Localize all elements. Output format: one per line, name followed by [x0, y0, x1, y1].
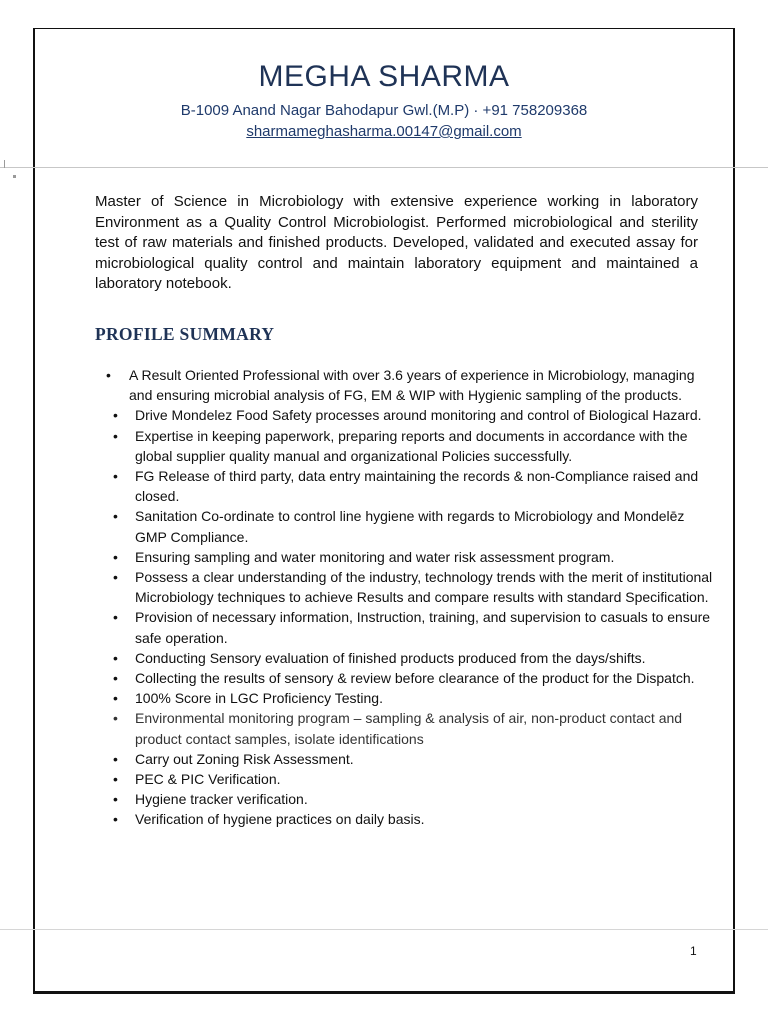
- candidate-name: MEGHA SHARMA: [258, 60, 510, 93]
- list-item: • Environmental monitoring program – sampling & analysis of air, non-product contact and product contact samples, isolate identifications: [0, 708, 717, 748]
- list-item: • Verification of hygiene practices on daily basis.: [0, 809, 717, 829]
- email-link[interactable]: sharmameghasharma.00147@gmail.com: [246, 123, 522, 140]
- list-item: • Carry out Zoning Risk Assessment.: [0, 749, 717, 769]
- ruler-tick: [4, 160, 5, 168]
- list-item: • A Result Oriented Professional with over 3.6 years of experience in Microbiology, managing and ensuring microbial analysis of FG, EM & WIP with Hygienic sampling of the products.: [0, 365, 711, 405]
- list-item: • Conducting Sensory evaluation of finished products produced from the days/shifts.: [0, 648, 717, 668]
- list-item: • Possess a clear understanding of the industry, technology trends with the merit of institutional Microbiology techniques to achieve Results and compare results with standard Specification.: [0, 567, 717, 607]
- list-item: • PEC & PIC Verification.: [0, 769, 717, 789]
- list-item: • Sanitation Co-ordinate to control line hygiene with regards to Microbiology and Mondelēz GMP Compliance.: [0, 506, 717, 546]
- contact-address-phone: B-1009 Anand Nagar Bahodapur Gwl.(M.P) · +91 758209368: [180, 102, 588, 119]
- email-line: [0, 123, 768, 140]
- footer-divider: [0, 929, 768, 930]
- header-divider: [0, 167, 768, 168]
- profile-summary-list: [0, 365, 768, 830]
- list-item: • FG Release of third party, data entry maintaining the records & non-Compliance raised and closed.: [0, 466, 717, 506]
- objective-summary: Master of Science in Microbiology with extensive experience working in laboratory Environment as a Quality Control Microbiologist. Performed microbiological and sterility test of raw materials and finished products. Developed, validated and executed assay for microbiological quality control and maintain laboratory equipment and maintained a laboratory notebook.: [95, 193, 698, 292]
- list-item: • Ensuring sampling and water monitoring and water risk assessment program.: [0, 547, 717, 567]
- list-item: • 100% Score in LGC Proficiency Testing.: [0, 688, 717, 708]
- profile-summary-heading: PROFILE SUMMARY: [95, 324, 275, 344]
- list-item: • Collecting the results of sensory & review before clearance of the product for the Dispatch.: [0, 668, 717, 688]
- list-item: • Expertise in keeping paperwork, preparing reports and documents in accordance with the global supplier quality manual and organizational Policies successfully.: [0, 426, 717, 466]
- list-item: • Hygiene tracker verification.: [0, 789, 717, 809]
- list-item: • Provision of necessary information, Instruction, training, and supervision to casuals to ensure safe operation.: [0, 607, 717, 647]
- margin-marker: [13, 175, 16, 178]
- list-item: • Drive Mondelez Food Safety processes around monitoring and control of Biological Hazard.: [0, 405, 717, 425]
- page-number: 1: [690, 944, 697, 958]
